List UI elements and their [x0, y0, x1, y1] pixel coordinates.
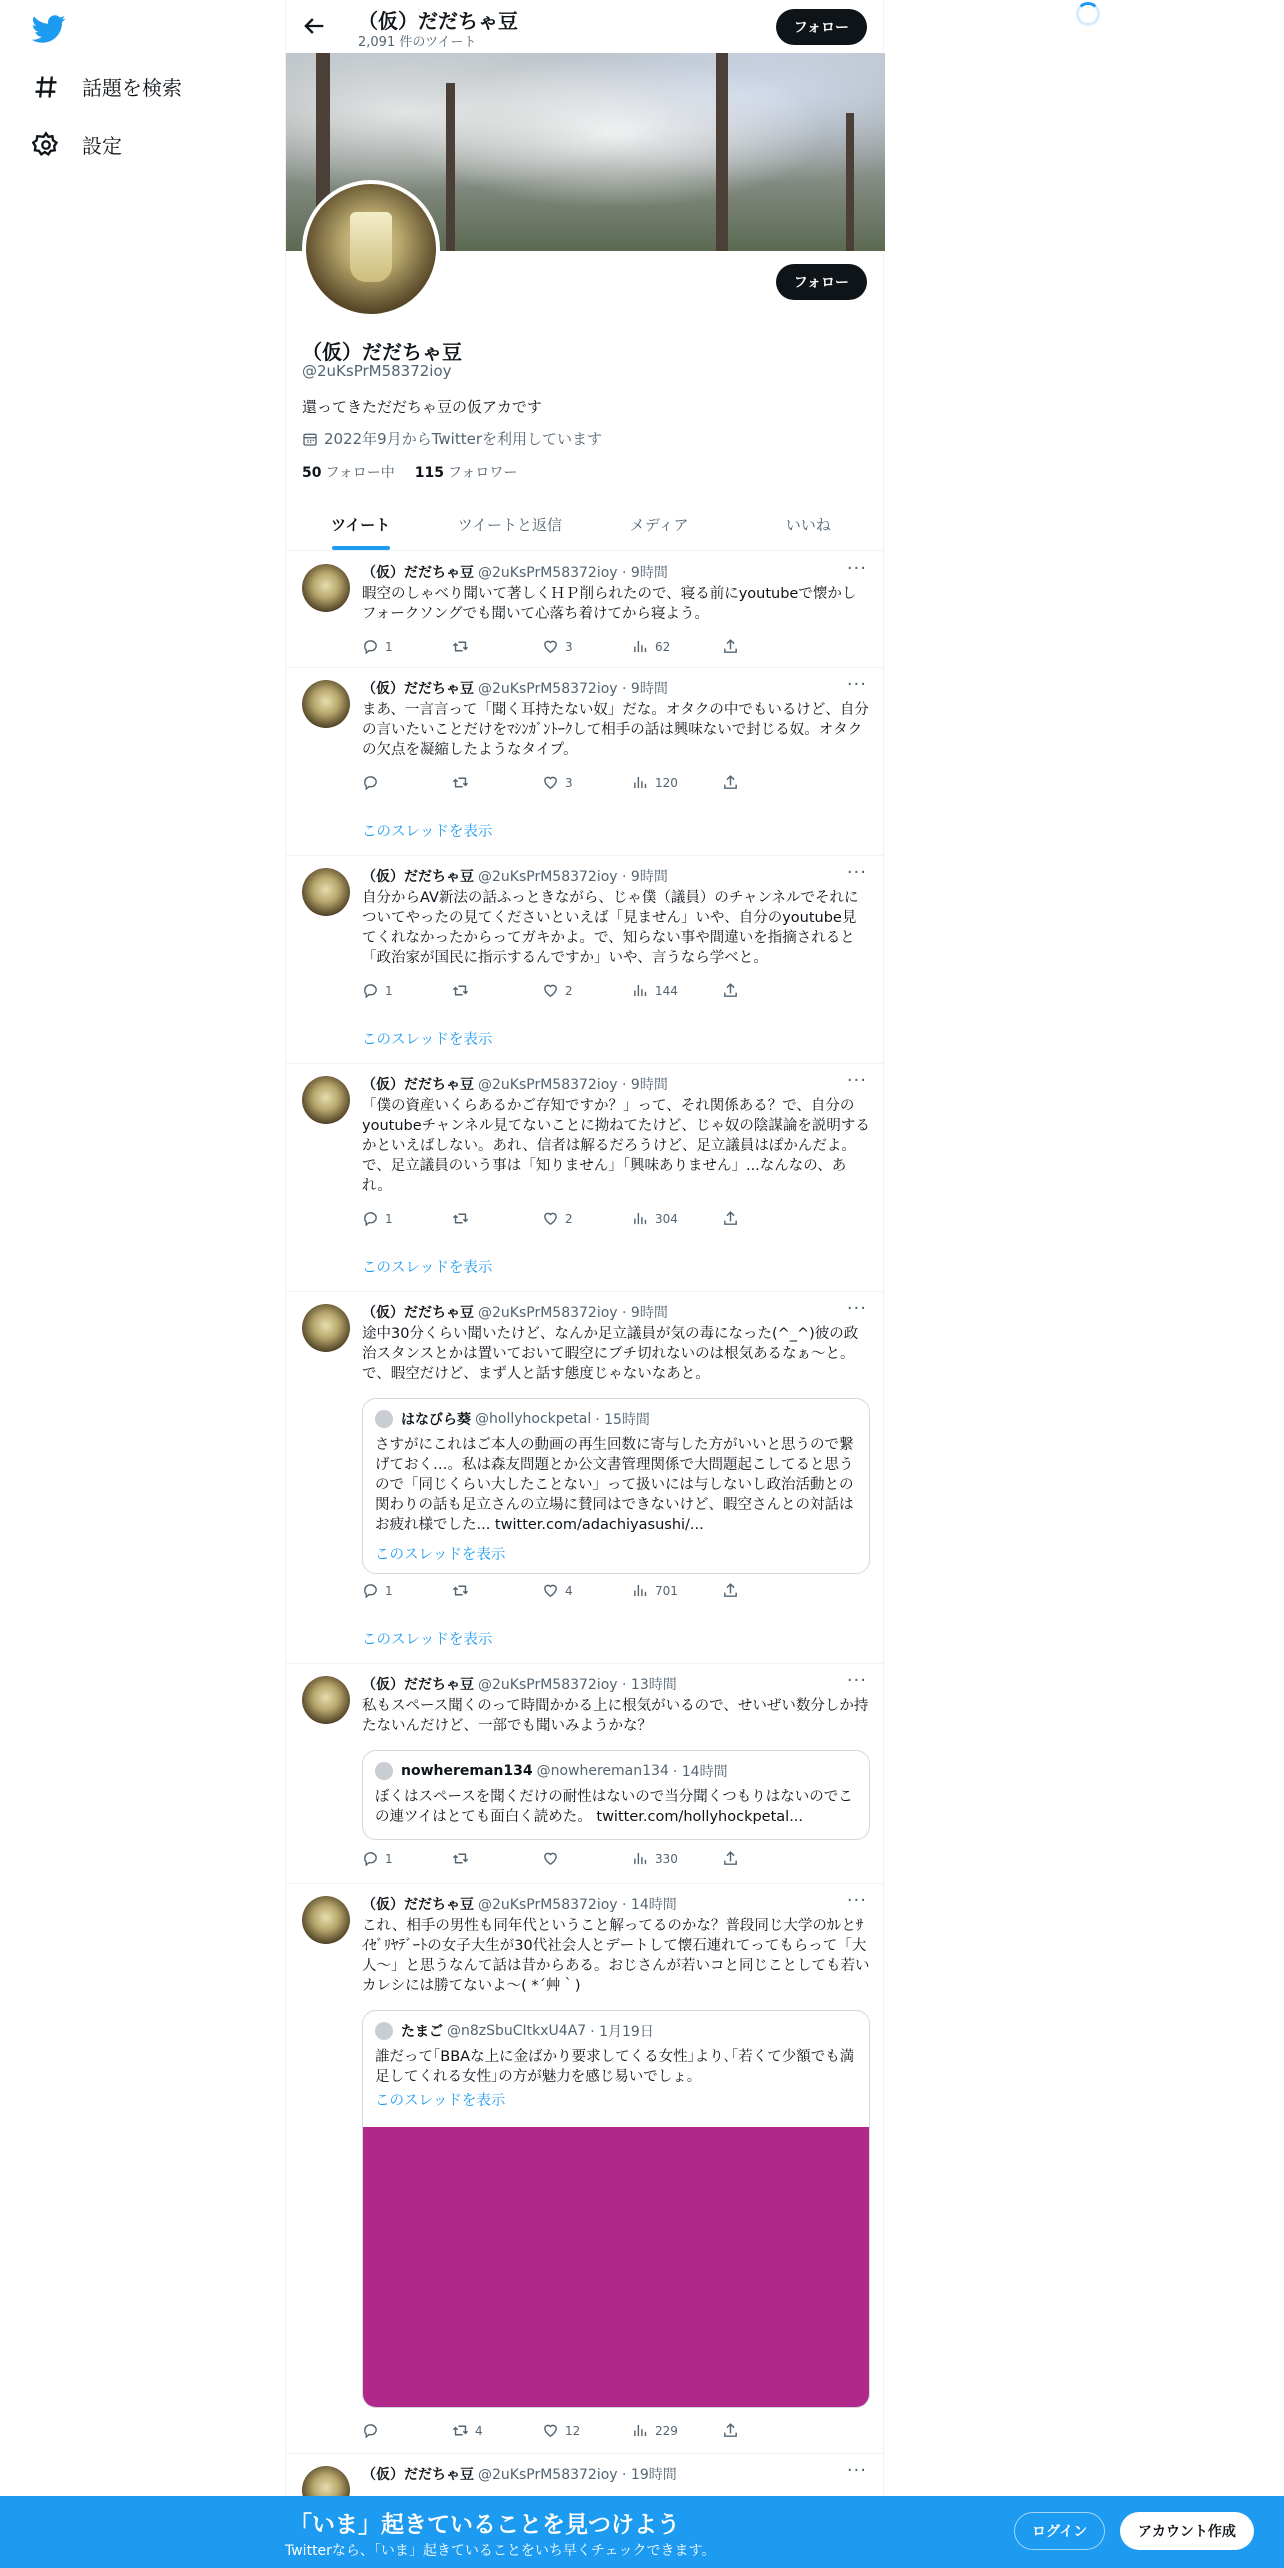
reply-icon [362, 1850, 379, 1867]
back-arrow-icon[interactable] [300, 12, 328, 40]
nav-settings-label: 設定 [82, 134, 122, 158]
signup-banner [0, 2496, 1284, 2568]
tweet-time[interactable]: · 19時間 [622, 2467, 677, 2483]
quote-text: ぼくはスペースを聞くだけの耐性はないので当分聞くつもりはないのでこの連ツイはとても面白く読めた。 twitter.com/hollyhockpetal... [375, 1789, 853, 1825]
tweet-actions [362, 1582, 822, 1599]
profile-avatar[interactable] [302, 180, 440, 318]
views-button[interactable] [632, 1850, 722, 1867]
show-thread-link[interactable]: このスレッドを表示 [362, 1632, 493, 1648]
more-options-icon[interactable]: ··· [846, 862, 867, 883]
profile-joined-text: 2022年9月からTwitterを利用しています [324, 430, 602, 448]
tweet[interactable] [286, 856, 883, 1064]
reply-button[interactable] [362, 2422, 452, 2439]
profile-stats [302, 462, 517, 482]
tweet[interactable] [286, 1292, 883, 1664]
retweet-button[interactable] [452, 1582, 542, 1599]
tweet-avatar[interactable] [302, 1896, 350, 1944]
profile-column [285, 0, 884, 2568]
retweet-icon [452, 2422, 469, 2439]
more-options-icon[interactable]: ··· [846, 674, 867, 695]
tweet-author-name[interactable]: （仮）だだちゃ豆 [362, 2467, 474, 2483]
quote-text: さすがにこれはご本人の動画の再生回数に寄与した方がいいと思うので繋げておく…。私は森友問題とか公文書管理関係で大問題起こしてると思うので「同じくらい大したことない」って扱いには与しないし政治活動との関わりの話も足立さんの立場に賛同はできないけど、暇空さんとの対話はお疲れ様でした... twitter.com/adachiyasushi/... [375, 1437, 854, 1533]
tweet[interactable] [286, 1664, 883, 1884]
tweet-text: まあ、一言言って「聞く耳持たない奴」だな。オタクの中でもいるけど、自分の言いたいことだけをﾏｼﾝｶﾞﾝﾄｰｸして相手の話は興味ないで封じる奴。オタクの欠点を凝縮したようなタイプ。 [362, 702, 869, 758]
heart-icon [542, 1582, 559, 1599]
quote-avatar [375, 1762, 393, 1780]
tweet-author-name[interactable]: （仮）だだちゃ豆 [362, 565, 474, 581]
reply-icon [362, 1582, 379, 1599]
followers-link[interactable] [415, 462, 518, 482]
like-count: 2 [565, 1211, 573, 1226]
tweet[interactable] [286, 1884, 883, 2454]
hashtag-icon [32, 73, 60, 101]
tweet-actions [362, 1210, 822, 1227]
quote-author-handle: @n8zSbuCItkxU4A7 [447, 2023, 587, 2039]
share-icon [722, 2422, 739, 2439]
reply-button[interactable] [362, 1582, 452, 1599]
more-options-icon[interactable]: ··· [846, 1670, 867, 1691]
profile-header-bar [286, 0, 883, 53]
retweet-icon [452, 982, 469, 999]
view-count: 701 [655, 1583, 678, 1598]
view-count: 144 [655, 983, 678, 998]
quote-author-name: はなびら葵 [401, 1412, 471, 1428]
tweet[interactable] [286, 552, 883, 668]
tweet-actions [362, 774, 822, 791]
tweet-text: 自分からAV新法の話ふっときながら、じゃ僕（議員）のチャンネルでそれについてやったの見てくださいといえば「見ません」いや、自分のyoutube見てくれなかったからってガキかよ。で、知らない事や間違いを指摘されると「政治家が国民に指示するんですか」いや、言うなら学べと。 [362, 890, 859, 966]
views-bar-chart-icon [632, 774, 649, 791]
profile-handle: @2uKsPrM58372ioy [302, 362, 452, 380]
quote-show-thread-link[interactable]: このスレッドを表示 [375, 2093, 506, 2109]
quote-avatar [375, 1410, 393, 1428]
tweet-author-handle[interactable]: @2uKsPrM58372ioy [478, 1077, 618, 1093]
share-button[interactable] [722, 2422, 812, 2439]
quoted-tweet[interactable] [362, 1750, 870, 1840]
tweet-time[interactable]: · 13時間 [622, 1677, 677, 1693]
more-options-icon[interactable]: ··· [846, 1890, 867, 1911]
tweet-avatar[interactable] [302, 1676, 350, 1724]
nav-explore[interactable] [32, 72, 182, 101]
like-button[interactable] [542, 1582, 632, 1599]
quote-time: · 1月19日 [590, 2024, 654, 2040]
tweet-author-name[interactable]: （仮）だだちゃ豆 [362, 1677, 474, 1693]
reply-count: 1 [385, 983, 393, 998]
share-icon [722, 1210, 739, 1227]
tweet-header [362, 678, 668, 698]
loading-spinner-icon [1076, 2, 1100, 26]
views-button[interactable] [632, 638, 722, 655]
share-button[interactable] [722, 1850, 812, 1867]
profile-bio: 還ってきただだちゃ豆の仮アカです [302, 398, 542, 416]
tweet-header [362, 866, 668, 886]
tweet-header [362, 1674, 677, 1694]
tweet-author-name[interactable]: （仮）だだちゃ豆 [362, 1077, 474, 1093]
tweet-text: 「僕の資産いくらあるかご存知ですか？」って、それ関係ある？で、自分のyoutubeチャンネル見てないことに拗ねてたけど、じゃ奴の陰謀論を説明するかといえばしない。あれ、信者は解るだろうけど、足立議員はぽかんだよ。で、足立議員のいう事は「知りません」「興味ありません」...なんなの、あれ。 [362, 1098, 870, 1194]
tab-likes[interactable]: いいね [785, 515, 831, 534]
like-count: 3 [565, 639, 573, 654]
like-count: 3 [565, 775, 573, 790]
views-button[interactable] [632, 1210, 722, 1227]
quote-time: · 15時間 [595, 1412, 650, 1428]
tweet-header [362, 1074, 668, 1094]
quote-avatar [375, 2022, 393, 2040]
tweet-author-name[interactable]: （仮）だだちゃ豆 [362, 681, 474, 697]
quote-header [375, 1761, 728, 1781]
show-thread-link[interactable]: このスレッドを表示 [362, 824, 493, 840]
retweet-icon [452, 1210, 469, 1227]
tweet-avatar[interactable] [302, 680, 350, 728]
more-options-icon[interactable]: ··· [846, 1070, 867, 1091]
tweet-avatar[interactable] [302, 868, 350, 916]
share-button[interactable] [722, 638, 812, 655]
tweet[interactable] [286, 1064, 883, 1292]
show-thread-link[interactable]: このスレッドを表示 [362, 1260, 493, 1276]
like-button[interactable] [542, 982, 632, 999]
quote-author-handle: @hollyhockpetal [475, 1411, 592, 1427]
login-button[interactable]: ログイン [1014, 2512, 1105, 2550]
reply-count: 1 [385, 1583, 393, 1598]
profile-name: （仮）だだちゃ豆 [302, 340, 462, 364]
share-button[interactable] [722, 774, 812, 791]
tweet-author-name[interactable]: （仮）だだちゃ豆 [362, 1897, 474, 1913]
reply-icon [362, 1210, 379, 1227]
views-bar-chart-icon [632, 1850, 649, 1867]
retweet-button[interactable] [452, 982, 542, 999]
tweet-author-handle[interactable]: @2uKsPrM58372ioy [478, 681, 618, 697]
view-count: 62 [655, 639, 671, 654]
tweet-time[interactable]: · 9時間 [622, 1305, 668, 1321]
quote-author-name: nowhereman134 [401, 1763, 533, 1779]
views-bar-chart-icon [632, 982, 649, 999]
view-count: 330 [655, 1851, 678, 1866]
more-options-icon[interactable]: ··· [846, 1298, 867, 1319]
tweet-time[interactable]: · 9時間 [622, 681, 668, 697]
tweet-actions [362, 638, 822, 655]
quote-time: · 14時間 [672, 1764, 728, 1780]
following-label: フォロー中 [325, 465, 395, 481]
views-button[interactable] [632, 2422, 722, 2439]
reply-button[interactable] [362, 638, 452, 655]
header-follow-button[interactable]: フォロー [776, 9, 867, 45]
like-count: 4 [565, 1583, 573, 1598]
views-button[interactable] [632, 1582, 722, 1599]
view-count: 120 [655, 775, 678, 790]
retweet-button[interactable] [452, 638, 542, 655]
views-button[interactable] [632, 774, 722, 791]
share-icon [722, 1850, 739, 1867]
quote-media-image[interactable] [363, 2127, 869, 2408]
header-name: （仮）だだちゃ豆 [358, 9, 518, 33]
followers-label: フォロワー [448, 465, 518, 481]
like-count: 12 [565, 2423, 581, 2438]
quote-header [375, 2021, 654, 2041]
reply-count: 1 [385, 1851, 393, 1866]
following-count: 50 [302, 465, 322, 481]
reply-button[interactable] [362, 982, 452, 999]
tweet-author-handle[interactable]: @2uKsPrM58372ioy [478, 1897, 618, 1913]
retweet-icon [452, 638, 469, 655]
tweet-time[interactable]: · 9時間 [622, 565, 668, 581]
tweet-avatar[interactable] [302, 1304, 350, 1352]
tweet-header [362, 1302, 668, 1322]
heart-icon [542, 774, 559, 791]
retweet-icon [452, 1850, 469, 1867]
tweet-author-handle[interactable]: @2uKsPrM58372ioy [478, 565, 618, 581]
quoted-tweet[interactable] [362, 2010, 870, 2408]
following-link[interactable] [302, 462, 395, 482]
tweet-header [362, 562, 668, 582]
heart-icon [542, 2422, 559, 2439]
retweet-icon [452, 774, 469, 791]
tweet-author-handle[interactable]: @2uKsPrM58372ioy [478, 2467, 618, 2483]
gear-icon [32, 131, 60, 159]
share-icon [722, 774, 739, 791]
share-button[interactable] [722, 982, 812, 999]
heart-icon [542, 638, 559, 655]
quote-show-thread-link[interactable]: このスレッドを表示 [375, 1547, 506, 1563]
reply-icon [362, 982, 379, 999]
tab-tweets[interactable]: ツイート [286, 498, 435, 550]
tweet-header [362, 2464, 677, 2484]
twitter-logo-icon[interactable] [32, 12, 66, 46]
views-bar-chart-icon [632, 1582, 649, 1599]
reply-icon [362, 638, 379, 655]
tweet-text: 途中30分くらい聞いたけど、なんか足立議員が気の毒になった(^_^)彼の政治スタンスとかは置いておいて暇空にブチ切れないのは根気あるなぁ～と。で、暇空だけど、まず人と話す態度じゃないなあと。 [362, 1326, 859, 1382]
tweet-actions [362, 2422, 822, 2439]
tweet-time[interactable]: · 9時間 [622, 869, 668, 885]
tweet-author-handle[interactable]: @2uKsPrM58372ioy [478, 869, 618, 885]
share-button[interactable] [722, 1210, 812, 1227]
tweet-author-handle[interactable]: @2uKsPrM58372ioy [478, 1677, 618, 1693]
tweet-time[interactable]: · 14時間 [622, 1897, 677, 1913]
tab-media[interactable]: メディア [629, 515, 689, 534]
reply-icon [362, 774, 379, 791]
like-button[interactable] [542, 1210, 632, 1227]
heart-icon [542, 982, 559, 999]
retweet-count: 4 [475, 2423, 483, 2438]
quoted-tweet[interactable] [362, 1398, 870, 1574]
retweet-button[interactable] [452, 774, 542, 791]
tweet-text: 私もスペース聞くのって時間かかる上に根気がいるので、せいぜい数分しか持たないんだけど、一部でも聞いみようかな？ [362, 1698, 869, 1734]
signup-banner-subtitle: Twitterなら、「いま」起きていることをいち早くチェックできます。 [285, 2543, 716, 2559]
quote-author-handle: @nowhereman134 [536, 1763, 669, 1779]
reply-icon [362, 2422, 379, 2439]
tweet-time[interactable]: · 9時間 [622, 1077, 668, 1093]
heart-icon [542, 1850, 559, 1867]
more-options-icon[interactable]: ··· [846, 558, 867, 579]
more-options-icon[interactable]: ··· [846, 2460, 867, 2481]
tweet-avatar[interactable] [302, 564, 350, 612]
like-button[interactable] [542, 1850, 632, 1867]
views-bar-chart-icon [632, 638, 649, 655]
tweet-avatar[interactable] [302, 1076, 350, 1124]
tweet-actions [362, 1850, 822, 1867]
tweet-text: 暇空のしゃべり聞いて著しくＨＰ削られたので、寝る前にyoutubeで懐かしフォークソングでも聞いて心落ち着けてから寝よう。 [362, 586, 857, 622]
retweet-button[interactable] [452, 2422, 542, 2439]
share-icon [722, 1582, 739, 1599]
tweet-text: これ、相手の男性も同年代ということ解ってるのかな？普段同じ大学のｶﾚとｻｲｾﾞﾘﾔﾃﾞｰﾄの女子大生が30代社会人とデートして懐石連れてってもらって「大人～」と思うなんて話は昔からある。おじさんが若いコと同じことしても若いカレシには勝てないよ～( *´艸｀) [362, 1918, 870, 1994]
nav-settings[interactable] [32, 130, 122, 159]
tweet-actions [362, 982, 822, 999]
tweet-author-name[interactable]: （仮）だだちゃ豆 [362, 1305, 474, 1321]
share-button[interactable] [722, 1582, 812, 1599]
quote-header [375, 1409, 650, 1429]
profile-joined [302, 428, 602, 449]
retweet-icon [452, 1582, 469, 1599]
profile-tabs [286, 498, 883, 551]
signup-banner-title: 「いま」起きていることを見つけよう [289, 2512, 680, 2538]
view-count: 229 [655, 2423, 678, 2438]
views-button[interactable] [632, 982, 722, 999]
share-icon [722, 638, 739, 655]
retweet-button[interactable] [452, 1210, 542, 1227]
reply-button[interactable] [362, 1850, 452, 1867]
view-count: 304 [655, 1211, 678, 1226]
reply-button[interactable] [362, 774, 452, 791]
like-count: 2 [565, 983, 573, 998]
followers-count: 115 [414, 465, 445, 481]
reply-count: 1 [385, 639, 393, 654]
profile-follow-button[interactable]: フォロー [776, 264, 867, 300]
signup-button[interactable]: アカウント作成 [1120, 2512, 1254, 2550]
tab-tweets-and-replies[interactable]: ツイートと返信 [457, 515, 562, 534]
quote-text: 誰だって｢BBAな上に金ばかり要求してくる女性｣より､｢若くて少額でも満足してくれる女性｣の方が魅力を感じ易いでしょ。 [375, 2049, 855, 2085]
reply-button[interactable] [362, 1210, 452, 1227]
tweet[interactable] [286, 668, 883, 856]
tweet-author-name[interactable]: （仮）だだちゃ豆 [362, 869, 474, 885]
quote-author-name: たまご [401, 2024, 443, 2040]
share-icon [722, 982, 739, 999]
views-bar-chart-icon [632, 2422, 649, 2439]
header-tweet-count: 2,091 件のツイート [358, 35, 477, 50]
tweet-header [362, 1894, 677, 1914]
retweet-button[interactable] [452, 1850, 542, 1867]
reply-count: 1 [385, 1211, 393, 1226]
like-button[interactable] [542, 638, 632, 655]
heart-icon [542, 1210, 559, 1227]
tweet-author-handle[interactable]: @2uKsPrM58372ioy [478, 1305, 618, 1321]
like-button[interactable] [542, 2422, 632, 2439]
nav-explore-label: 話題を検索 [82, 76, 182, 100]
like-button[interactable] [542, 774, 632, 791]
show-thread-link[interactable]: このスレッドを表示 [362, 1032, 493, 1048]
calendar-icon [302, 431, 318, 447]
views-bar-chart-icon [632, 1210, 649, 1227]
